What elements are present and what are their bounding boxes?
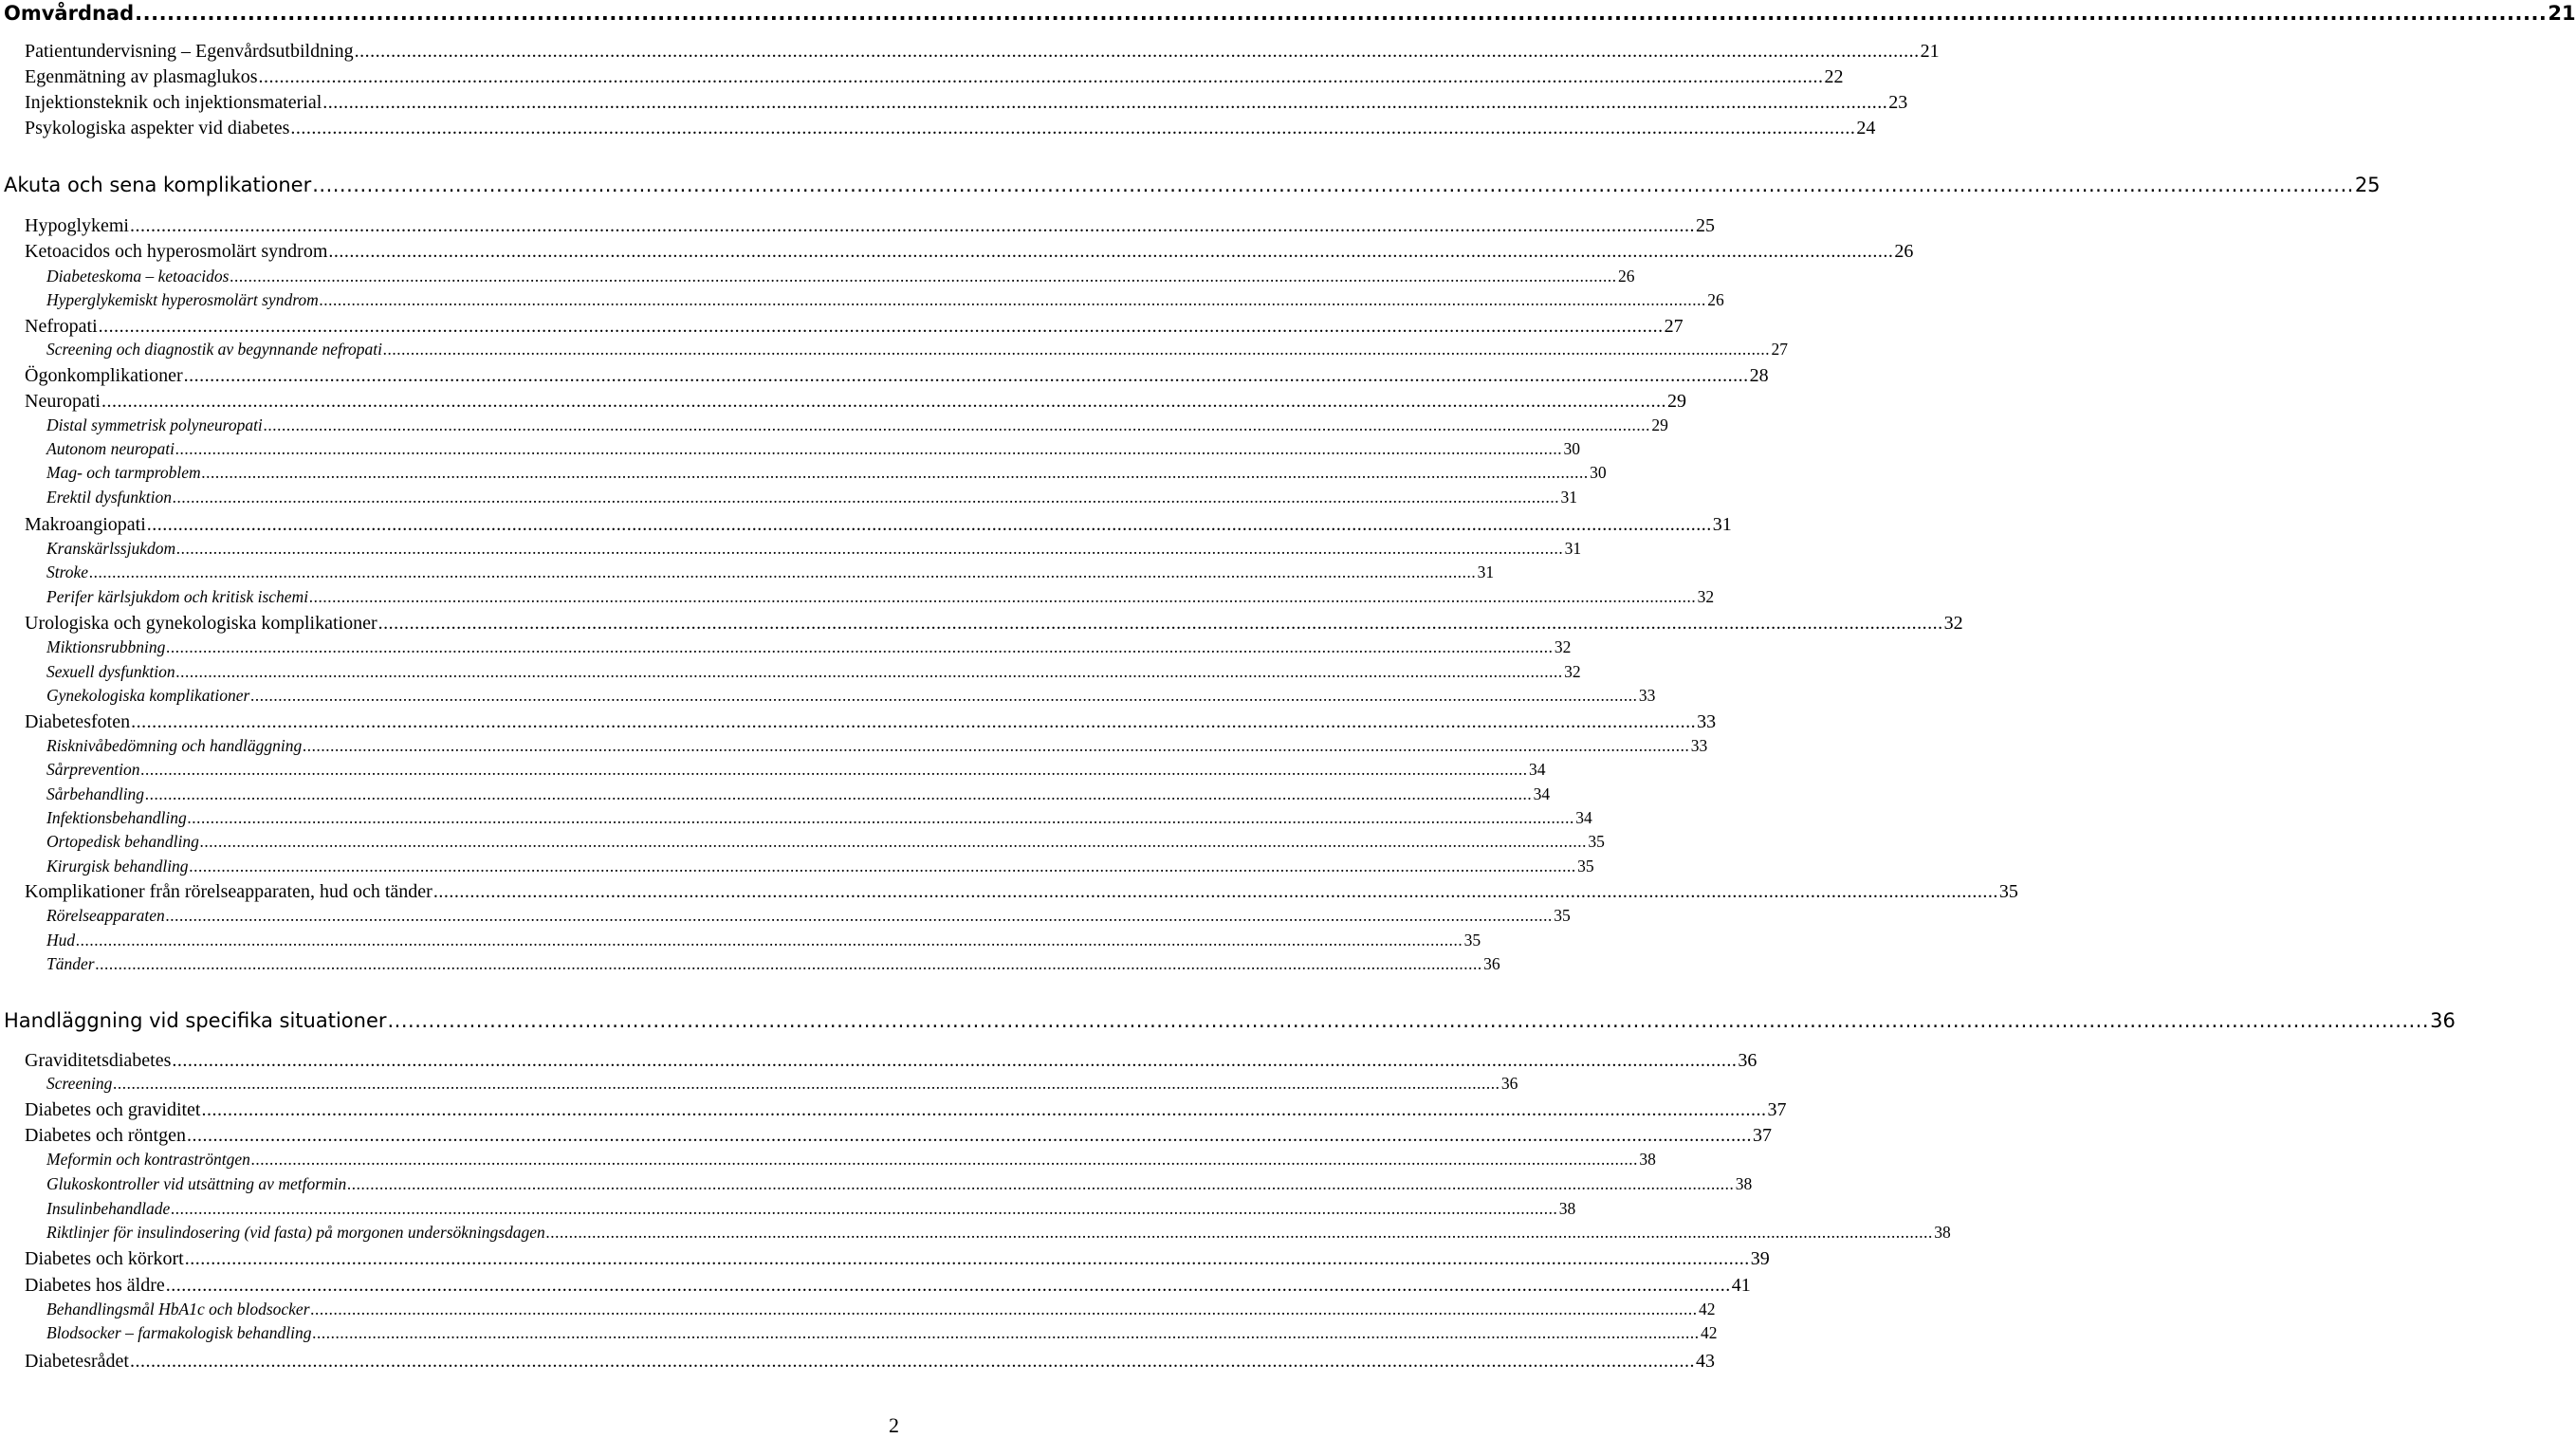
dot-leader: ............................................................................................................................................................................................................................................................................................................ <box>258 66 1824 87</box>
dot-leader: ............................................................................................................................................................................................................................................................................................................ <box>303 736 1690 755</box>
toc-entry-page: 32 <box>1554 637 1572 656</box>
toc-entry[interactable] <box>46 539 1582 559</box>
toc-entry-title: Diabetes och körkort <box>25 1248 184 1269</box>
dot-leader: ............................................................................................................................................................................................................................................................................................................ <box>230 267 1617 286</box>
toc-entry-page: 29 <box>1666 391 1686 412</box>
toc-entry-title: Makroangiopati <box>25 514 146 535</box>
toc-entry[interactable] <box>46 954 1500 974</box>
toc-entry[interactable] <box>46 488 1578 507</box>
toc-entry-page: 42 <box>1700 1323 1718 1342</box>
dot-leader: ............................................................................................................................................................................................................................................................................................................ <box>377 613 1943 634</box>
toc-entry-title: Ketoacidos och hyperosmolärt syndrom <box>25 241 328 262</box>
dot-leader: ............................................................................................................................................................................................................................................................................................................ <box>129 1351 1695 1372</box>
toc-entry-title: Omvårdnad <box>4 2 135 25</box>
toc-entry-title: Screening och diagnostik av begynnande nefropati <box>46 340 382 359</box>
toc-entry-page: 31 <box>1477 562 1495 581</box>
toc-entry-page: 25 <box>2354 174 2381 196</box>
toc-entry-title: Handläggning vid specifika situationer <box>4 1009 387 1032</box>
toc-entry-title: Screening <box>46 1074 113 1093</box>
dot-leader: ............................................................................................................................................................................................................................................................................................................ <box>309 587 1697 606</box>
dot-leader: ............................................................................................................................................................................................................................................................................................................ <box>140 760 1528 779</box>
toc-entry-page: 24 <box>1856 118 1876 138</box>
toc-entry-title: Kirurgisk behandling <box>46 857 189 876</box>
dot-leader: ............................................................................................................................................................................................................................................................................................................ <box>189 857 1577 876</box>
toc-entry-page: 34 <box>1575 808 1592 827</box>
toc-entry-page: 31 <box>1564 539 1582 558</box>
toc-entry[interactable] <box>46 1300 1716 1319</box>
toc-entry-page: 26 <box>1617 267 1635 286</box>
toc-entry[interactable] <box>46 1323 1718 1343</box>
toc-entry-title: Nefropati <box>25 316 98 337</box>
toc-entry[interactable] <box>25 391 1686 413</box>
toc-entry[interactable] <box>46 906 1571 926</box>
toc-entry-page: 21 <box>1920 41 1940 62</box>
toc-entry[interactable] <box>46 463 1607 483</box>
toc-entry[interactable] <box>25 1050 1757 1072</box>
dot-leader: ............................................................................................................................................................................................................................................................................................................ <box>172 1050 1738 1071</box>
toc-entry-page: 35 <box>1998 881 2018 902</box>
toc-entry-page: 32 <box>1564 662 1581 681</box>
dot-leader: ............................................................................................................................................................................................................................................................................................................ <box>201 463 1590 482</box>
toc-entry[interactable] <box>46 931 1481 950</box>
toc-entry-page: 29 <box>1651 415 1668 434</box>
dot-leader: ............................................................................................................................................................................................................................................................................................................ <box>165 1275 1731 1296</box>
toc-entry[interactable] <box>4 1009 2456 1032</box>
toc-entry-title: Miktionsrubbning <box>46 637 166 656</box>
toc-entry-title: Behandlingsmål HbA1c och blodsocker <box>46 1300 310 1318</box>
toc-entry-title: Psykologiska aspekter vid diabetes <box>25 118 290 138</box>
toc-entry-page: 33 <box>1638 686 1656 705</box>
dot-leader: ............................................................................................................................................................................................................................................................................................................ <box>183 365 1749 386</box>
dot-leader: ............................................................................................................................................................................................................................................................................................................ <box>319 290 1707 309</box>
toc-entry-title: Gynekologiska komplikationer <box>46 686 250 705</box>
toc-entry[interactable] <box>25 711 1717 733</box>
dot-leader: ............................................................................................................................................................................................................................................................................................................ <box>95 954 1483 973</box>
dot-leader: ............................................................................................................................................................................................................................................................................................................ <box>322 92 1888 113</box>
dot-leader: ............................................................................................................................................................................................................................................................................................................ <box>250 686 1638 705</box>
toc-entry-page: 37 <box>1752 1125 1772 1146</box>
dot-leader: ............................................................................................................................................................................................................................................................................................................ <box>263 415 1651 434</box>
toc-entry-page: 34 <box>1533 784 1551 803</box>
dot-leader: ............................................................................................................................................................................................................................................................................................................ <box>186 1125 1752 1146</box>
toc-entry-page: 26 <box>1894 241 1914 262</box>
toc-entry-title: Stroke <box>46 562 89 581</box>
toc-entry-title: Neuropati <box>25 391 101 412</box>
toc-entry-page: 38 <box>1558 1199 1576 1218</box>
toc-entry-page: 30 <box>1563 439 1580 458</box>
dot-leader: ............................................................................................................................................................................................................................................................................................................ <box>76 931 1463 949</box>
toc-entry[interactable] <box>46 662 1581 682</box>
toc-entry-title: Ögonkomplikationer <box>25 365 183 386</box>
toc-entry-title: Tänder <box>46 954 95 973</box>
toc-entry-page: 35 <box>1463 931 1481 949</box>
toc-entry[interactable] <box>46 832 1605 852</box>
toc-entry-page: 41 <box>1731 1275 1751 1296</box>
toc-entry[interactable] <box>25 514 1732 536</box>
dot-leader: ............................................................................................................................................................................................................................................................................................................ <box>98 316 1664 337</box>
dot-leader: ............................................................................................................................................................................................................................................................................................................ <box>113 1074 1500 1093</box>
dot-leader: ............................................................................................................................................................................................................................................................................................................ <box>328 241 1894 262</box>
dot-leader: ............................................................................................................................................................................................................................................................................................................ <box>250 1150 1639 1169</box>
dot-leader: ............................................................................................................................................................................................................................................................................................................ <box>201 1099 1767 1120</box>
toc-entry-title: Hypoglykemi <box>25 215 129 236</box>
toc-entry[interactable] <box>46 1223 1951 1243</box>
dot-leader: ............................................................................................................................................................................................................................................................................................................ <box>347 1174 1735 1193</box>
toc-entry-title: Sexuell dysfunktion <box>46 662 175 681</box>
dot-leader: ............................................................................................................................................................................................................................................................................................................ <box>310 1300 1699 1318</box>
dot-leader: ............................................................................................................................................................................................................................................................................................................ <box>290 118 1856 138</box>
toc-entry-title: Diabetes och graviditet <box>25 1099 201 1120</box>
dot-leader: ............................................................................................................................................................................................................................................................................................................ <box>354 41 1920 62</box>
dot-leader: ............................................................................................................................................................................................................................................................................................................ <box>145 784 1533 803</box>
toc-entry[interactable] <box>46 784 1551 804</box>
toc-entry-page: 31 <box>1560 488 1578 507</box>
dot-leader: ............................................................................................................................................................................................................................................................................................................ <box>175 662 1564 681</box>
toc-entry-page: 38 <box>1735 1174 1753 1193</box>
toc-entry[interactable] <box>46 1174 1753 1194</box>
toc-entry[interactable] <box>46 587 1715 607</box>
toc-entry-title: Diabetes hos äldre <box>25 1275 165 1296</box>
toc-entry-title: Patientundervisning – Egenvårdsutbildning <box>25 41 354 62</box>
toc-entry[interactable] <box>25 1099 1787 1121</box>
toc-entry[interactable] <box>46 760 1546 780</box>
dot-leader: ............................................................................................................................................................................................................................................................................................................ <box>432 881 1998 902</box>
toc-entry[interactable] <box>46 736 1708 756</box>
toc-entry[interactable] <box>25 1248 1770 1270</box>
dot-leader: ............................................................................................................................................................................................................................................................................................................ <box>312 174 2354 196</box>
dot-leader: ............................................................................................................................................................................................................................................................................................................ <box>146 514 1712 535</box>
page-number: 2 <box>889 1413 899 1437</box>
toc-entry-title: Egenmätning av plasmaglukos <box>25 66 258 87</box>
toc-entry[interactable] <box>46 1199 1576 1219</box>
toc-entry[interactable] <box>25 881 2018 903</box>
dot-leader: ............................................................................................................................................................................................................................................................................................................ <box>166 637 1554 656</box>
toc-entry-title: Komplikationer från rörelseapparaten, hud och tänder <box>25 881 432 902</box>
toc-entry[interactable] <box>46 562 1495 582</box>
toc-entry-title: Infektionsbehandling <box>46 808 187 827</box>
toc-entry-title: Blodsocker – farmakologisk behandling <box>46 1323 312 1342</box>
dot-leader: ............................................................................................................................................................................................................................................................................................................ <box>545 1223 1934 1242</box>
dot-leader: ............................................................................................................................................................................................................................................................................................................ <box>173 488 1560 507</box>
toc-entry-page: 32 <box>1697 587 1715 606</box>
toc-entry-page: 23 <box>1888 92 1908 113</box>
toc-entry-title: Sårprevention <box>46 760 140 779</box>
toc-entry-page: 35 <box>1554 906 1571 925</box>
toc-entry-page: 25 <box>1696 215 1715 236</box>
toc-entry[interactable] <box>25 215 1715 237</box>
toc-entry-page: 39 <box>1750 1248 1770 1269</box>
toc-entry[interactable] <box>25 41 1940 63</box>
toc-entry-page: 36 <box>2430 1009 2456 1032</box>
dot-leader: ............................................................................................................................................................................................................................................................................................................ <box>199 832 1588 851</box>
toc-entry-title: Diabeteskoma – ketoacidos <box>46 267 230 286</box>
toc-entry-title: Urologiska och gynekologiska komplikationer <box>25 613 377 634</box>
toc-entry-title: Risknivåbedömning och handläggning <box>46 736 303 755</box>
toc-entry-page: 27 <box>1771 340 1788 359</box>
toc-entry[interactable] <box>46 857 1594 876</box>
toc-entry-title: Riktlinjer för insulindosering (vid fasta) på morgonen undersökningsdagen <box>46 1223 545 1242</box>
dot-leader: ............................................................................................................................................................................................................................................................................................................ <box>312 1323 1700 1342</box>
toc-entry-page: 28 <box>1749 365 1769 386</box>
toc-entry-title: Insulinbehandlade <box>46 1199 171 1218</box>
dot-leader: ............................................................................................................................................................................................................................................................................................................ <box>165 906 1554 925</box>
toc-entry-title: Hud <box>46 931 76 949</box>
toc-entry-page: 35 <box>1577 857 1594 876</box>
toc-entry-page: 26 <box>1707 290 1724 309</box>
toc-entry[interactable] <box>25 241 1914 263</box>
dot-leader: ............................................................................................................................................................................................................................................................................................................ <box>387 1009 2430 1032</box>
toc-entry[interactable] <box>25 613 1963 635</box>
toc-entry[interactable] <box>25 1275 1751 1297</box>
toc-entry-title: Ortopedisk behandling <box>46 832 199 851</box>
toc-entry-title: Autonom neuropati <box>46 439 175 458</box>
toc-entry-title: Diabetesfoten <box>25 711 131 732</box>
toc-entry-title: Diabetes och röntgen <box>25 1125 186 1146</box>
toc-entry[interactable] <box>46 439 1580 459</box>
toc-entry-page: 35 <box>1588 832 1605 851</box>
dot-leader: ............................................................................................................................................................................................................................................................................................................ <box>187 808 1575 827</box>
dot-leader: ............................................................................................................................................................................................................................................................................................................ <box>135 2 2548 25</box>
dot-leader: ............................................................................................................................................................................................................................................................................................................ <box>130 215 1695 236</box>
toc-entry-title: Sårbehandling <box>46 784 145 803</box>
dot-leader: ............................................................................................................................................................................................................................................................................................................ <box>89 562 1477 581</box>
toc-entry-page: 31 <box>1712 514 1732 535</box>
toc-entry-page: 21 <box>2548 2 2576 25</box>
toc-entry-title: Perifer kärlsjukdom och kritisk ischemi <box>46 587 309 606</box>
dot-leader: ............................................................................................................................................................................................................................................................................................................ <box>171 1199 1558 1218</box>
toc-entry-title: Kranskärlssjukdom <box>46 539 176 558</box>
toc-entry[interactable] <box>46 290 1724 310</box>
toc-entry-page: 27 <box>1664 316 1684 337</box>
toc-entry[interactable] <box>46 340 1788 360</box>
toc-entry[interactable] <box>46 686 1656 706</box>
toc-entry-title: Glukoskontroller vid utsättning av metformin <box>46 1174 347 1193</box>
toc-entry-title: Mag- och tarmproblem <box>46 463 201 482</box>
toc-entry[interactable] <box>46 415 1668 435</box>
toc-entry[interactable] <box>25 316 1684 338</box>
toc-entry[interactable] <box>46 637 1572 657</box>
toc-entry-title: Diabetesrådet <box>25 1351 129 1372</box>
toc-entry[interactable] <box>46 1074 1518 1094</box>
toc-entry-page: 38 <box>1934 1223 1951 1242</box>
toc-entry-page: 33 <box>1697 711 1717 732</box>
toc-entry-title: Rörelseapparaten <box>46 906 165 925</box>
toc-entry[interactable] <box>25 118 1876 139</box>
toc-entry-page: 38 <box>1639 1150 1656 1169</box>
toc-entry-page: 43 <box>1695 1351 1715 1372</box>
toc-entry-page: 36 <box>1738 1050 1757 1071</box>
toc-entry-page: 22 <box>1824 66 1844 87</box>
toc-entry[interactable] <box>25 92 1908 114</box>
toc-entry[interactable] <box>46 1150 1656 1170</box>
toc-entry-title: Distal symmetrisk polyneuropati <box>46 415 263 434</box>
toc-entry-page: 30 <box>1590 463 1607 482</box>
toc-entry-title: Erektil dysfunktion <box>46 488 173 507</box>
toc-entry-title: Graviditetsdiabetes <box>25 1050 172 1071</box>
toc-entry-page: 34 <box>1529 760 1546 779</box>
toc-entry[interactable] <box>25 1351 1715 1373</box>
toc-entry-title: Meformin och kontraströntgen <box>46 1150 250 1169</box>
toc-entry-page: 42 <box>1699 1300 1716 1318</box>
dot-leader: ............................................................................................................................................................................................................................................................................................................ <box>176 539 1564 558</box>
dot-leader: ............................................................................................................................................................................................................................................................................................................ <box>382 340 1771 359</box>
toc-entry-title: Injektionsteknik och injektionsmaterial <box>25 92 322 113</box>
toc-entry[interactable] <box>4 2 2576 25</box>
toc-entry[interactable] <box>25 66 1844 88</box>
dot-leader: ............................................................................................................................................................................................................................................................................................................ <box>184 1248 1750 1269</box>
toc-entry[interactable] <box>4 174 2381 196</box>
dot-leader: ............................................................................................................................................................................................................................................................................................................ <box>101 391 1666 412</box>
dot-leader: ............................................................................................................................................................................................................................................................................................................ <box>175 439 1563 458</box>
toc-entry-page: 36 <box>1500 1074 1518 1093</box>
toc-entry[interactable] <box>25 365 1769 387</box>
toc-entry[interactable] <box>46 267 1635 286</box>
toc-entry-page: 37 <box>1767 1099 1787 1120</box>
toc-entry-page: 36 <box>1483 954 1500 973</box>
toc-entry-page: 33 <box>1690 736 1708 755</box>
toc-entry[interactable] <box>46 808 1592 828</box>
toc-entry[interactable] <box>25 1125 1772 1147</box>
toc-entry-page: 32 <box>1943 613 1963 634</box>
dot-leader: ............................................................................................................................................................................................................................................................................................................ <box>131 711 1697 732</box>
toc-entry-title: Akuta och sena komplikationer <box>4 174 312 196</box>
toc-entry-title: Hyperglykemiskt hyperosmolärt syndrom <box>46 290 319 309</box>
